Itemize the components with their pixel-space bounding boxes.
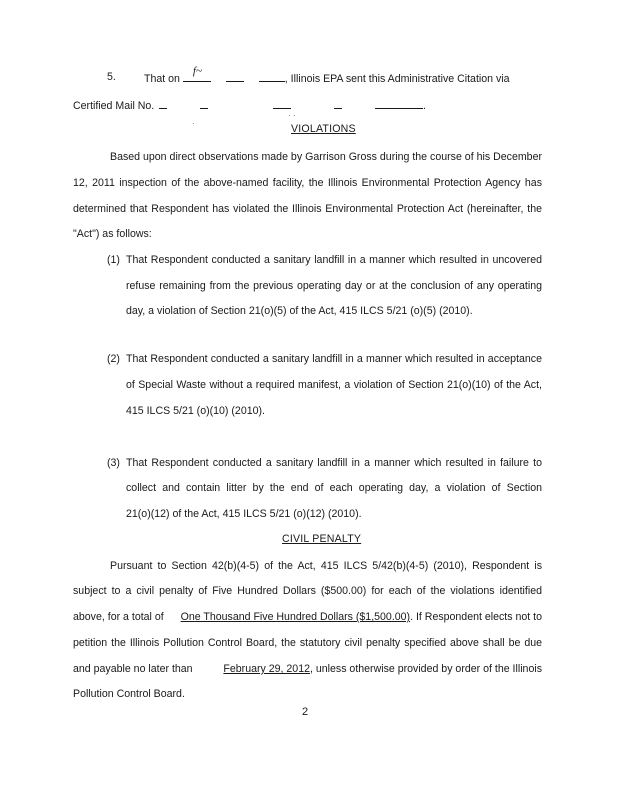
epa-sent-text: , Illinois EPA sent this Administrative Citation via	[284, 73, 510, 85]
violation-3-line-3: 21(o)(12) of the Act, 415 ILCS 5/21 (o)(12) (2010).	[126, 508, 362, 520]
scan-speck: ·	[192, 119, 195, 128]
violation-1-line-3: day, a violation of Section 21(o)(5) of the Act, 415 ILCS 5/21 (o)(5) (2010).	[126, 305, 473, 317]
violation-3-line-2: collect and contain litter by the end of each operating day, a violation of Section	[126, 482, 542, 494]
violations-heading: VIOLATIONS	[291, 123, 356, 135]
period-text: .	[423, 100, 426, 112]
violation-3-number: (3)	[107, 457, 120, 469]
date-blank	[183, 65, 211, 82]
civil-penalty-line-3-post: . If Respondent elects not to	[410, 611, 542, 623]
total-penalty-amount: One Thousand Five Hundred Dollars ($1,500.00)	[180, 611, 411, 623]
violation-1-line-1: That Respondent conducted a sanitary landfill in a manner which resulted in uncovered	[126, 254, 542, 266]
that-on-text: That on	[144, 73, 180, 85]
civil-penalty-line-4: petition the Illinois Pollution Control Board, the statutory civil penalty specified above shall be due	[73, 637, 542, 649]
due-date: February 29, 2012	[223, 663, 310, 675]
violation-2-line-1: That Respondent conducted a sanitary landfill in a manner which resulted in acceptance	[126, 353, 542, 365]
month-blank	[226, 71, 244, 82]
civil-penalty-line-5	[73, 663, 542, 675]
certification-line-2	[73, 98, 426, 112]
civil-penalty-heading: CIVIL PENALTY	[282, 533, 362, 545]
violations-intro-line-4: "Act") as follows:	[73, 228, 152, 240]
civil-penalty-line-6: Pollution Control Board.	[73, 688, 185, 700]
scan-speck: · ·	[288, 111, 296, 120]
civil-penalty-line-1: Pursuant to Section 42(b)(4-5) of the Act, 415 ILCS 5/42(b)(4-5) (2010), Respondent is	[110, 560, 542, 572]
civil-penalty-line-3	[73, 611, 542, 623]
year-blank	[259, 71, 285, 82]
mail-number-blank-1	[159, 98, 167, 109]
certification-line-1	[144, 65, 510, 85]
violation-1-number: (1)	[107, 254, 120, 266]
violation-2-line-3: 415 ILCS 5/21 (o)(10) (2010).	[126, 405, 265, 417]
violations-intro-line-2: 12, 2011 inspection of the above-named facility, the Illinois Environmental Protection Agency has	[73, 177, 542, 189]
civil-penalty-line-5-post: , unless otherwise provided by order of the Illinois	[309, 663, 542, 675]
civil-penalty-line-2: subject to a civil penalty of Five Hundred Dollars ($500.00) for each of the violations identified	[73, 585, 542, 597]
civil-penalty-line-5-pre: and payable no later than	[73, 663, 193, 675]
violation-3-line-1: That Respondent conducted a sanitary landfill in a manner which resulted in failure to	[126, 457, 542, 469]
violation-1-line-2: refuse remaining from the previous operating day or at the conclusion of any operating	[126, 280, 542, 292]
handwritten-mark: f~	[192, 65, 202, 77]
violations-intro-line-1: Based upon direct observations made by Garrison Gross during the course of his December	[110, 151, 542, 163]
page-number: 2	[302, 706, 309, 718]
violations-intro-line-3: determined that Respondent has violated the Illinois Environmental Protection Act (hereinafter, the	[73, 203, 542, 215]
mail-number-blank-2	[200, 98, 208, 109]
mail-number-blank-3	[273, 98, 291, 109]
civil-penalty-line-3-pre: above, for a total of	[73, 611, 164, 623]
mail-number-blank-5	[375, 98, 423, 109]
mail-number-blank-4	[334, 98, 342, 109]
certified-mail-text: Certified Mail No.	[73, 100, 155, 112]
violation-2-line-2: of Special Waste without a required manifest, a violation of Section 21(o)(10) of the Act,	[126, 379, 542, 391]
certification-number: 5.	[107, 71, 116, 83]
violation-2-number: (2)	[107, 353, 120, 365]
